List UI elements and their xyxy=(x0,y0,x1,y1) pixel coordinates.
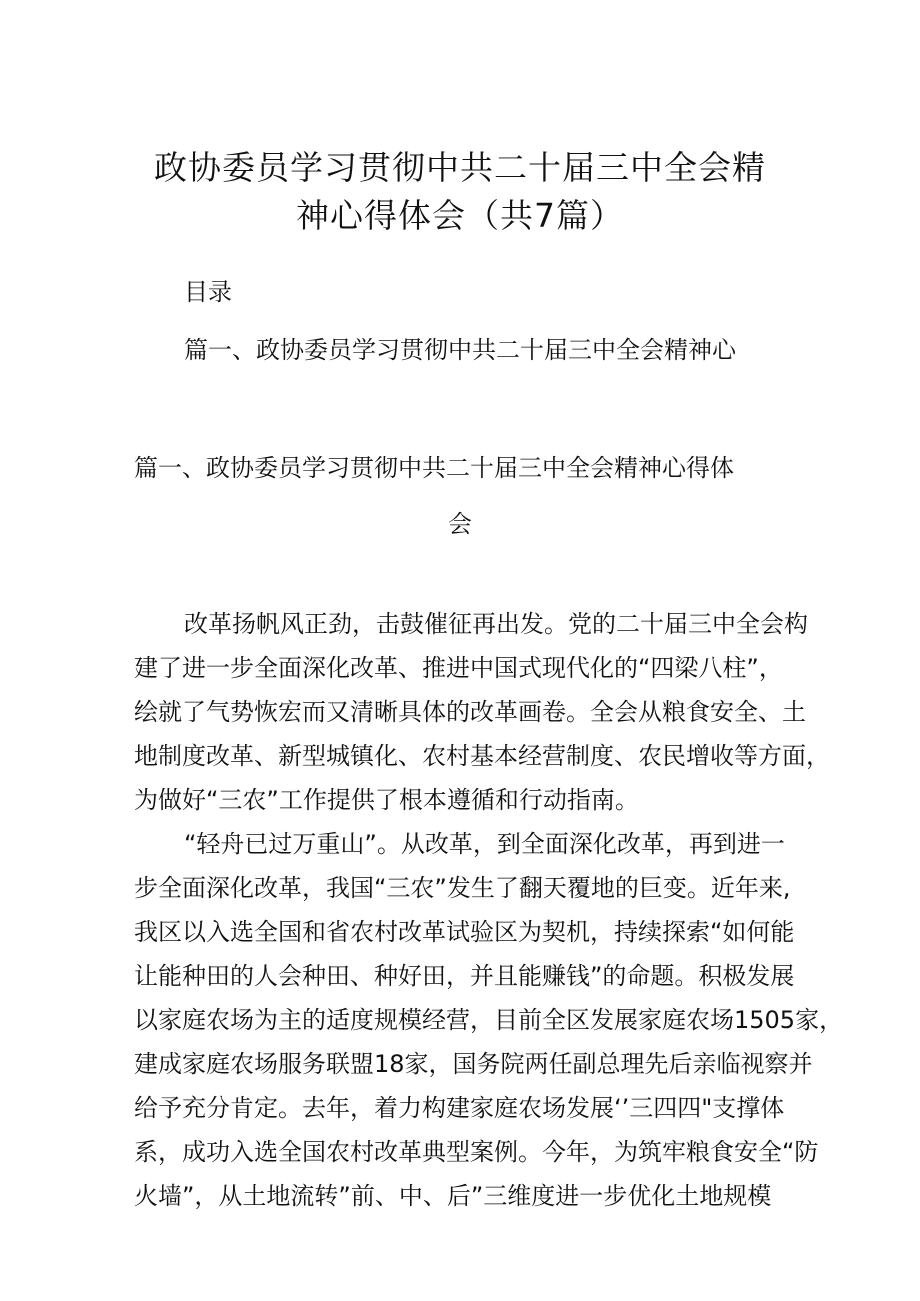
paragraph-2-line: 步全面深化改革，我国“三农”发生了翻天覆地的巨变。近年来, xyxy=(134,874,791,902)
paragraph-1-line: 为做好“三农”工作提供了根本遵循和行动指南。 xyxy=(134,786,639,814)
paragraph-2-line: 系，成功入选全国农村改革典型案例。今年，为筑牢粮食安全“防 xyxy=(134,1138,819,1166)
paragraph-1-line: 绘就了气势恢宏而又清晰具体的改革画卷。全会从粮食安全、土 xyxy=(134,698,806,726)
paragraph-2-line: 给予充分肯定。去年，着力构建家庭农场发展‘’三四四"支撑体 xyxy=(134,1094,785,1122)
paragraph-2-line: 建成家庭农场服务联盟18家，国务院两任副总理先后亲临视察并 xyxy=(134,1050,813,1078)
paragraph-2-line: 我区以入选全国和省农村改革试验区为契机，持续探索“如何能 xyxy=(134,918,795,946)
section-title-continuation: 会 xyxy=(448,510,472,538)
paragraph-2-line: “轻舟已过万重山”。从改革，到全面深化改革，再到进一 xyxy=(184,830,785,858)
paragraph-2-line: 让能种田的人会种田、种好田，并且能赚钱”的命题。积极发展 xyxy=(134,962,795,990)
paragraph-1-line: 地制度改革、新型城镇化、农村基本经营制度、农民增收等方面， xyxy=(134,742,830,770)
paragraph-1-line: 改革扬帆风正劲，击鼓催征再出发。党的二十届三中全会构 xyxy=(184,610,808,638)
document-title-line-1: 政协委员学习贯彻中共二十届三中全会精 xyxy=(154,148,766,187)
section-title: 篇一、政协委员学习贯彻中共二十届三中全会精神心得体 xyxy=(134,454,734,482)
paragraph-1-line: 建了进一步全面深化改革、推进中国式现代化的“四梁八柱”， xyxy=(134,654,783,682)
paragraph-2-line: 火墙”，从土地流转”前、中、后”三维度进一步优化土地规模 xyxy=(134,1182,772,1210)
paragraph-2-line: 以家庭农场为主的适度规模经营，目前全区发展家庭农场1505家， xyxy=(134,1006,844,1034)
toc-item[interactable]: 篇一、政协委员学习贯彻中共二十届三中全会精神心 xyxy=(184,336,736,364)
toc-heading: 目录 xyxy=(184,278,232,306)
document-title-line-2: 神心得体会（共7篇） xyxy=(296,196,624,235)
